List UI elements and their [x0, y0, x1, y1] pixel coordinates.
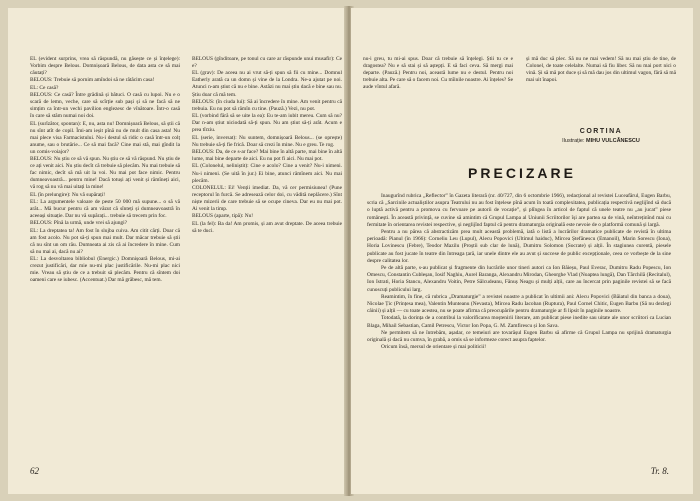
dialogue-paragraph: EL (în prelungire): Nu vă supărați!	[30, 191, 106, 198]
body-paragraph: Ne permitem să ne întrebăm, așadar, ce temeiuri are tovarășul Eugen Barbu să afirme că Grupul Lampa nu sprijină dramaturgia originală și dacă nu cumva, în grabă, a omis să se informeze corect asupra faptelor.	[367, 329, 671, 344]
illustration-label: Ilustrație:	[562, 138, 585, 144]
section-title: PRECIZARE	[468, 165, 576, 181]
dialogue-paragraph: COLONELUL: Ei! Venții imediat. Da, vă cer permisiunea! (Pune receptorul în furcă. Se adresează celor doi, cu vădită neplăcere.) Sînt niște mizerii de care trebuie să se ocupe cineva. Dar eu nu mai pot. Ai venit la timp.	[192, 184, 342, 213]
dialogue-paragraph: EL: La dreptatea ta! Am fost în slujba cuiva. Am citit cărți. Doar că am fost acolo. Nu pot să-ți spun mai mult. Dar măcar trebuie să știi că nu sînt un om rău. Dumneata ai zis că ai încredere în mine. Cum să nu mai ai, dacă nu ai?	[30, 227, 180, 255]
dialogue-paragraph: BELOUS: Pînă la urmă, unde vrei să ajungi?	[30, 220, 128, 227]
dialogue-paragraph: EL (evident surprins, vrea să răspundă, nu găsește ce și înțelege): Vorbim despre Belous. Domnișoară Belous, de data asta ce să mai căutați?	[30, 56, 180, 77]
dialogue-paragraph: EL: La argumentele valoare de peste 50 000 mă supune... o să vă arăt... Mă bucur pentru că am văzut că sînteți și dumneavoastră în aceeași situație. Dar nu vă supărați... trebuie să trecem prin foc.	[30, 199, 180, 220]
left-page	[8, 8, 349, 494]
dialogue-paragraph: EL (grav): De aceea nu ai vrut să-ți spun să fii cu mine... Domnul Eatherly arată ca un domn și vine de la Londra. Ne-a ajutat pe noi. Atunci n-am știut că nu e bine. Astăzi nu mai știu dacă e bine sau nu. Știu doar că mă tem.	[192, 70, 342, 98]
left-page-column-2	[192, 56, 342, 235]
illustration-credit	[526, 138, 676, 144]
footer-signature: Tr. 8.	[650, 466, 669, 476]
dialogue-paragraph: BELOUS: Da, de ce s-ar face? Mai bine în altă parte, mai bine în altă lume, mai bine departe de aici. Eu nu pot fi aici. Nu mai pot.	[192, 149, 342, 163]
right-page-column-2-top: și mă duc să plec. Să nu ne mai vedem! Să nu mai știu de tine, de Colonel, de toate celelalte. Numai să fiu liber. Să nu mai port nici o vină. Și să mă pot duce și să mă dau jos din ultimul vagon, fără să mă mai uit înapoi.	[526, 56, 677, 84]
right-page	[351, 8, 693, 494]
body-paragraph: Oricum însă, mersul de orientare și mai politicii!	[381, 344, 487, 351]
body-paragraph: Totodată, la dorința de a contribui la valorificarea moștenirii literare, am publicat piese inedite sau uitate ale unor scriitori ca Lucian Blaga, Mihail Sebastian, Camil Petrescu, Victor Ion Popa, G. M. Zamfirescu și Ion Sava.	[367, 315, 671, 329]
left-page-column-1	[30, 56, 180, 285]
right-page-column-1-top: nu-i greu, tu mi-ai spus. Doar că trebuie să înțelegi. Știi tu ce e dragostea? Nu e să stai și să aștepți. E să faci ceva. Să mergi mai departe. (Pauză.) Pentru noi, această lume nu e destul. Pentru noi trebuie alta. Pe care să o facem noi. Cu mîinile noastre. Ai înțeles? Se aude vîntul afară.	[363, 56, 513, 91]
dialogue-paragraph: BELOUS: Nu știu ce să vă spun. Nu știu ce să vă răspund. Nu știu de ce ați venit aici. Nu știu decît că trebuie să plecăm. Nu mai trebuie să fac nimic, decît să mă uit la voi. Nu mai pot face nimic. Pentru dumneavoastră... pentru mine! Dacă totuși ați venit și rămîneți aici, vă rog să nu vă mai uitați la mine!	[30, 156, 180, 191]
dialogue-paragraph: BELOUS: Trebuie să pornim amîndoi să ne rătăcim casa!	[30, 77, 155, 84]
dialogue-paragraph: EL (la fel): Ba da! Am promis, și am avut dreptate. De aceea trebuie să te duci.	[192, 220, 342, 234]
body-paragraph: Reamintim, în fine, că rubrica „Dramaturgie” a revistei noastre a publicat în ultimii ani: Alecu Popovici (Băiatul din banca a doua), Nicolae Țic (Prințesa mea), Valentin Munteanu (Nevasta), Mircea Radu Iacoban (Ruptura), Paul Cornel Chitic, Eugen Barbu (Să nu dezlegi câinii) și alții — cu toate acestea, nu se poate afirma că preocupările pentru dramaturgie ar fi lipsit în paginile noastre.	[367, 293, 671, 315]
dialogue-paragraph: EL: Ce casă?	[30, 84, 59, 91]
illustration-author: MIHU VULCĂNESCU	[586, 138, 640, 144]
dialogue-paragraph: EL: La desvoltarea bibliobul (Energic.) Domnișoară Belous, mi-ai crezut justificări, dar mie nu-mi plac justificările. Nu-mi plac nici mie. Vreau să știu de ce a trebuit să plecăm. Pentru că sîntem doi oameni care se iubesc. (Accentuat.) Dar mă grăbesc, mă tem.	[30, 256, 180, 284]
page-number: 62	[30, 466, 39, 476]
precizare-body	[367, 193, 671, 351]
dialogue-paragraph: EL (vorbind fără să se uite la ea): Eu te-am iubit mereu. Cum să nu? Dar n-am știut niciodată să-ți spun. Nu am știut să-ți arăt. Acum e prea tîrziu.	[192, 113, 342, 134]
play-ending-signature	[526, 128, 676, 144]
body-paragraph: Pentru a nu părea că abstractizăm prea mult această problemă, iată o listă a lucrărilor dramatice publicate de revistă în ultima perioadă: Pianul (în 1966): Corneliu Leu (Lupul), Alecu Popovici (Ultimul haiduc), Mircea Ștefănescu (Emanoil), Marin Sorescu (Iona), Horia Lovinescu (Febre), Teodor Mazilu (Proștii sub clar de lună), Dumitru Solomon (Socrate) și alții. În stagiunea curentă, piesele publicate au fost jucate în teatre din întreaga țară, iar unele dintre ele au avut și succese de public excepționale, ceea ce vorbește de la sine despre calitatea lor.	[367, 229, 671, 264]
dialogue-paragraph: BELOUS: Ce casă? Între grădină și bătuci. O casă cu lupoi. Nu e o scară de lemn, veche, care să scîrție sub pași și să ne facă să ne simțim ca într-un vechi pavilion englezesc de vînătoare. Într-o casă în care să stăm numai noi doi.	[30, 92, 180, 120]
dialogue-paragraph: EL (surîzător, spontan): E, nu, asta nu! Domnișoară Belous, să știi că nu sînt atît de copil. Îmi-am ieșit pînă nu de mult din casa asta! Nu mai plece visa Farmacistului. Nu-i destul să ridic o casă într-un colț anume, sau o brutărie... Ce să mai facă? Cine mai stă, mai gîndit la un comis-voiajor?	[30, 120, 180, 155]
dialogue-paragraph: BELOUS: (în ciuda lui): Să ai încredere în mine. Am venit pentru că trebuia. Eu nu pot să rămîn cu tine. (Pauză.) Vezi, nu pot.	[192, 98, 342, 112]
dialogue-paragraph: EL (serie, inversat): Nu suntem, domnișoară Belous... (se oprește) Nu trebuie să-ți fie frică. Doar să crezi în mine. Nu e greu. Te rog.	[192, 134, 342, 148]
body-paragraph: Inaugurînd rubrica „Reflector” în Gazeta literară (nr. 40/727, din 6 octombrie 1966), redacțional al revistei Luceafărul, Eugen Barbu, scria că „Sarcinile actualiștilor asupra Teatrului nu au fost înțelese pînă acum în toată complexitatea, publicația respectivă neglijînd să ducă o luptă activă pentru a promova cu fervoare pe autorii de vocație”, și plîngea în articol de faptul că unele teatre nu „au jucat” piese românești. În această privință, se cuvine să amintim că Grupul Lampa al Uniunii Scriitorilor își are partea sa de vină, neîntreținînd mai cu fermitate în orientarea revistei respective, și neglijînd faptul că pentru dramaturgia originală este nevoie de o platformă comună și largă.	[367, 193, 671, 228]
signature-name: CORTINA	[579, 128, 623, 135]
dialogue-paragraph: EL (Colonelul, neliniștit): Cine e acolo? Cine a venit? Nu-i nimeni. Nu-i nimeni. (Se uită în jur.) Ei bine, atunci rămînem aici. Nu mai plecăm.	[192, 163, 342, 184]
dialogue-paragraph: BELOUS (aparte, tipă): Nu!	[192, 213, 254, 220]
body-paragraph: Pe de altă parte, s-au publicat și fragmente din lucrările unor tineri autori ca Ion Băieșu, Paul Everac, Dumitru Radu Popescu, Ion Omescu, Constantin Cubleșan, Iosif Naghiu, Aurel Baranga, Alexandru Mirodan, Gheorghe Vlad (Noaptea lungă), Dan Tărchilă (Recitalul), Ion Istrati, Horia Stancu, Alexandru Voitin, Petre Sălcudeanu, Fănuș Neagu și mulți alții, care au încercat prin paginile revistei să se facă cunoscuți publicului larg.	[367, 265, 671, 293]
dialogue-paragraph: BELOUS (gînditoare, pe tonul cu care ar răspunde unui musafir): Ce e?	[192, 56, 342, 70]
